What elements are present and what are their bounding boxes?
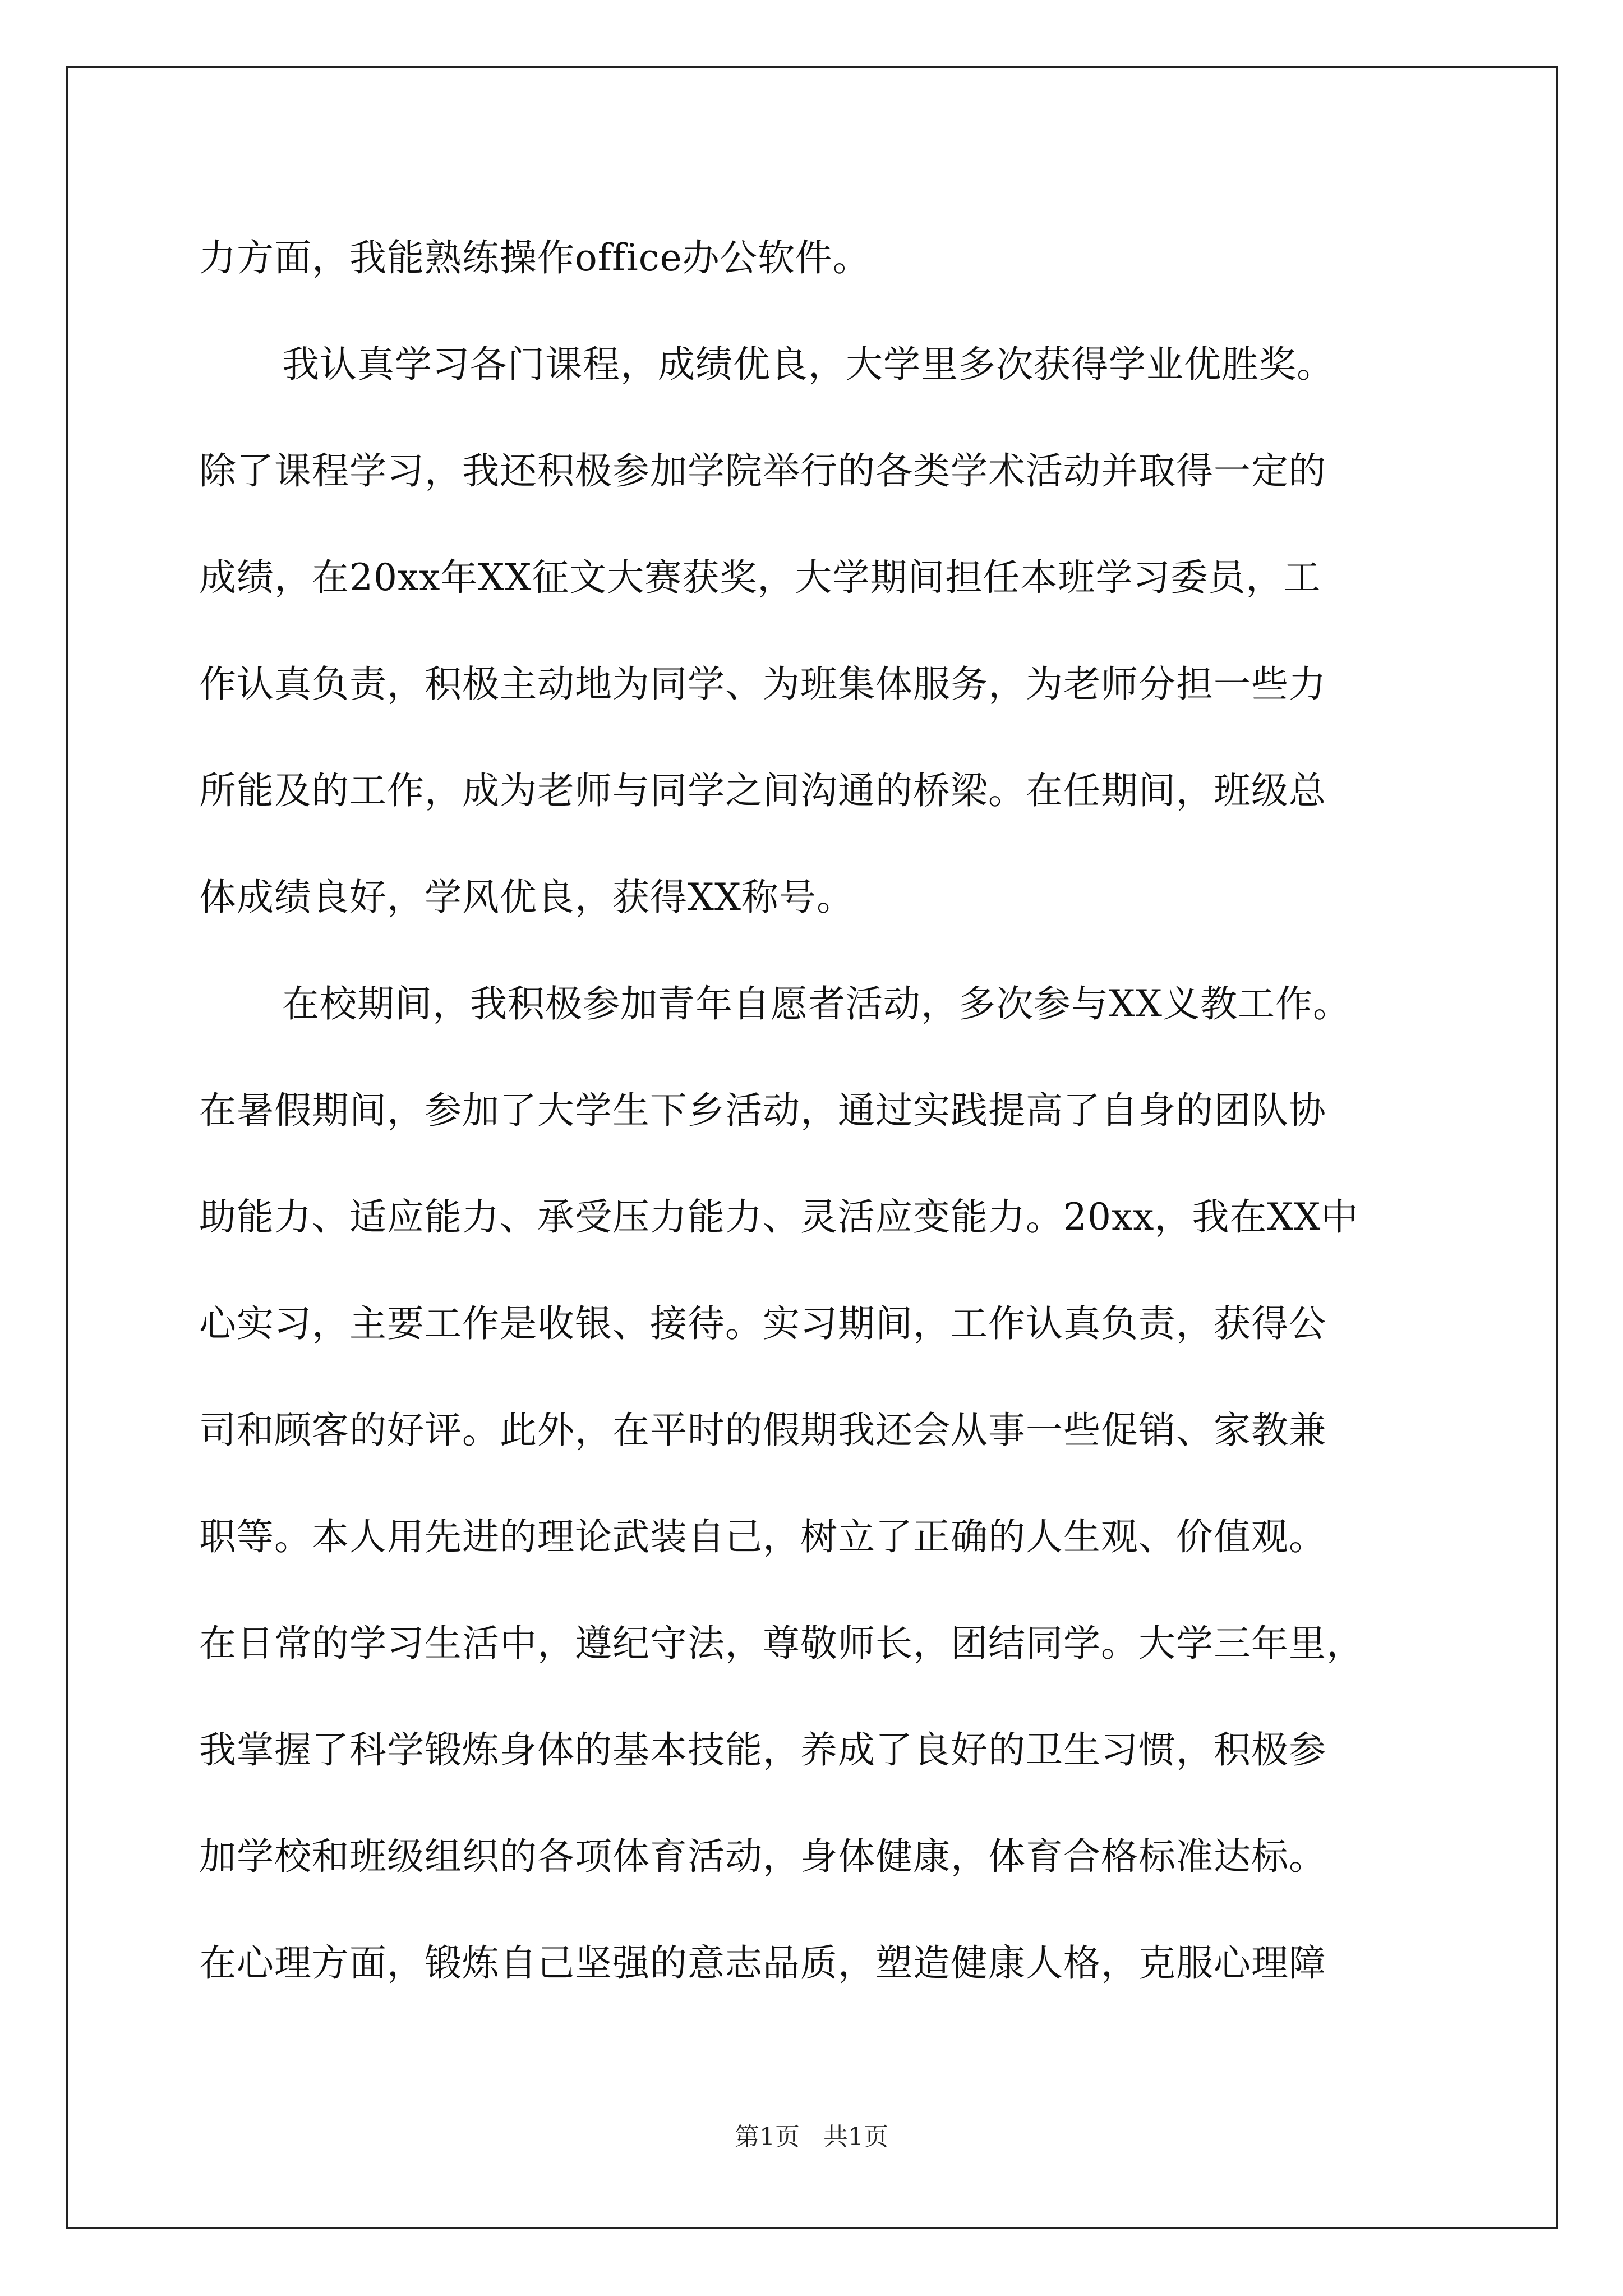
text-line: 我认真学习各门课程，成绩优良，大学里多次获得学业优胜奖。 [282,343,1334,386]
text-line: 成绩，在20xx年XX征文大赛获奖，大学期间担任本班学习委员，工 [199,556,1321,599]
text-line: 力方面，我能熟练操作office办公软件。 [199,236,870,279]
text-line: 所能及的工作，成为老师与同学之间沟通的桥梁。在任期间，班级总 [199,769,1326,812]
text-line: 在日常的学习生活中，遵纪守法，尊敬师长，团结同学。大学三年里， [199,1622,1364,1665]
text-line: 我掌握了科学锻炼身体的基本技能，养成了良好的卫生习惯，积极参 [199,1728,1326,1772]
text-line: 在暑假期间，参加了大学生下乡活动，通过实践提高了自身的团队协 [199,1089,1326,1132]
page-number-total: 共1页 [823,2123,888,2151]
text-line: 助能力、适应能力、承受压力能力、灵活应变能力。20xx，我在XX中 [199,1195,1359,1239]
text-line: 职等。本人用先进的理论武装自己，树立了正确的人生观、价值观。 [199,1515,1326,1558]
page-number-current: 第1页 [735,2123,800,2151]
text-line: 心实习，主要工作是收银、接待。实习期间，工作认真负责，获得公 [199,1302,1326,1345]
text-line: 除了课程学习，我还积极参加学院举行的各类学术活动并取得一定的 [199,449,1326,493]
text-line: 体成绩良好，学风优良，获得XX称号。 [199,876,854,919]
text-line: 作认真负责，积极主动地为同学、为班集体服务，为老师分担一些力 [199,662,1326,706]
text-line: 司和顾客的好评。此外，在平时的假期我还会从事一些促销、家教兼 [199,1409,1326,1452]
text-line: 在校期间，我积极参加青年自愿者活动，多次参与XX义教工作。 [282,982,1350,1025]
text-line: 在心理方面，锻炼自己坚强的意志品质，塑造健康人格，克服心理障 [199,1941,1326,1985]
text-line: 加学校和班级组织的各项体育活动，身体健康，体育合格标准达标。 [199,1835,1326,1878]
document-body [199,205,1438,2017]
page-footer [0,2120,1623,2154]
